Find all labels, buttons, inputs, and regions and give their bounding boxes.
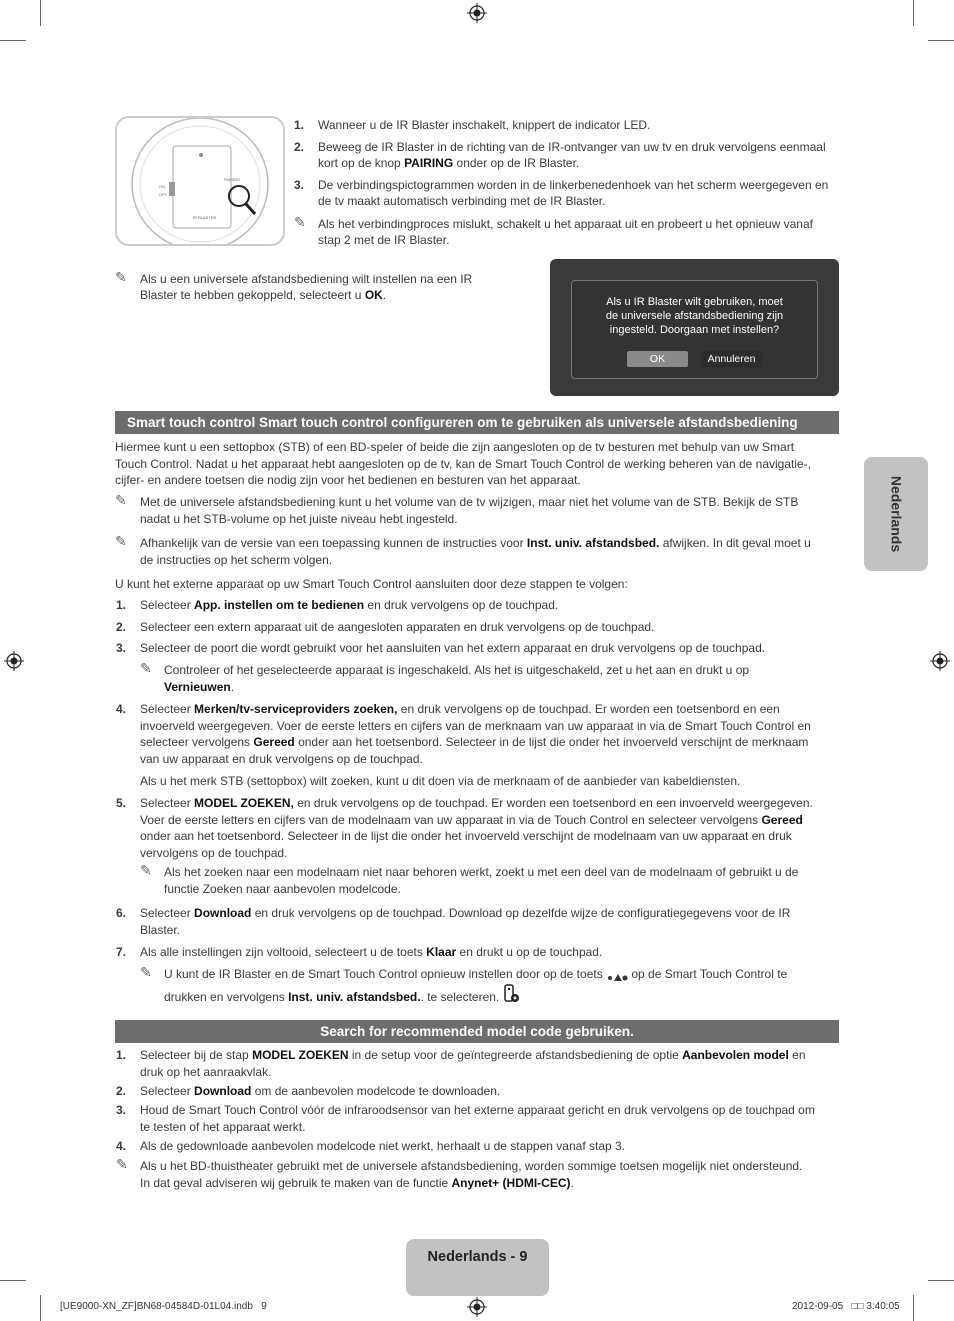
off-label: OFF: [159, 192, 167, 197]
step-text: Beweeg de IR Blaster in de richting van de IR-ontvanger van uw tv en druk vervolgens eenmaal: [318, 140, 826, 154]
step-text: Selecteer de poort die wordt gebruikt voor het aansluiten van het extern apparaat en druk vervolgens op de touchpad.: [140, 641, 766, 655]
section1-note1: Met de universele afstandsbediening kunt u het volume van de tv wijzigen, maar niet het volume van de STB. Bekijk de STB nadat u het STB-volume op het juiste niveau hebt ingesteld.: [140, 495, 799, 526]
side-tab-label: Nederlands: [888, 475, 905, 553]
dialog-message: Als u IR Blaster wilt gebruiken, moet de universele afstandsbediening zijn ingesteld. Doorgaan met instellen?: [605, 296, 784, 336]
registration-mark-icon: [467, 3, 487, 23]
note-text: stap 2 met de IR Blaster.: [318, 233, 450, 247]
step-text: Selecteer bij de stap MODEL ZOEKEN in de setup voor de geïntegreerde afstandsbediening de optie Aanbevolen model en druk op het aanraakvlak.: [140, 1048, 806, 1079]
note-pencil-icon: ✎: [115, 533, 127, 549]
pairing-label: PAIRING: [224, 177, 241, 182]
note-pencil-icon: ✎: [294, 214, 306, 230]
section1-lead: U kunt het externe apparaat op uw Smart Touch Control aansluiten door deze stappen te volgen:: [115, 577, 628, 591]
crop-mark: [928, 40, 954, 41]
step-note: Controleer of het geselecteerde apparaat is ingeschakeld. Als het is uitgeschakeld, zet u het aan en drukt u op Vernieuwen.: [164, 663, 750, 694]
step-number: 4.: [116, 1139, 127, 1153]
ir-blaster-illustration: [115, 116, 285, 246]
step-number: 2.: [294, 140, 305, 154]
section1-steps: [116, 597, 846, 1007]
step-text: Selecteer App. instellen om te bedienen en druk vervolgens op de touchpad.: [140, 598, 559, 612]
dialog-box: [571, 280, 818, 379]
step-text: Wanneer u de IR Blaster inschakelt, knippert de indicator LED.: [318, 118, 651, 132]
page-label: Nederlands - 9: [427, 1249, 528, 1265]
remote-settings-icon: [503, 984, 521, 1004]
footer-filename: [UE9000-XN_ZF]BN68-04584D-01L04.indb 9: [60, 1301, 267, 1312]
section1-note2: Afhankelijk van de versie van een toepassing kunnen de instructies voor Inst. univ. afstandsbed. afwijken. In dit geval moet u de instructies op het scherm volgen.: [140, 536, 811, 567]
step-number: 4.: [116, 702, 127, 716]
step-note: U kunt de IR Blaster en de Smart Touch Control opnieuw instellen door op de toets op de Smart Touch Control te drukken en vervolgens Inst. univ. afstandsbed.. te selecteren.: [164, 967, 788, 1004]
ok-button[interactable]: OK: [627, 351, 688, 367]
section2-steps: [116, 1047, 846, 1197]
step-number: 7.: [116, 945, 127, 959]
language-side-tab: [864, 457, 928, 571]
step-number: 2.: [116, 1084, 127, 1098]
note-pencil-icon: ✎: [140, 964, 152, 980]
model-label: IR BLASTER: [193, 215, 217, 220]
crop-mark: [0, 1280, 26, 1281]
setup-dialog: [550, 259, 839, 396]
note-pencil-icon: ✎: [115, 492, 127, 508]
crop-mark: [913, 0, 914, 26]
section-header: Smart touch control Smart touch control configureren om te gebruiken als universele afstandsbediening: [115, 411, 839, 434]
step-text: Selecteer Download om de aanbevolen modelcode te downloaden.: [140, 1084, 501, 1098]
step-text: Selecteer Download en druk vervolgens op de touchpad. Download op dezelfde wijze de configuratiegegevens voor de IR Blaster.: [140, 906, 791, 937]
step-number: 3.: [294, 178, 305, 192]
crop-mark: [928, 1280, 954, 1281]
smart-hub-key-icon: [606, 970, 628, 980]
note-pencil-icon: ✎: [140, 862, 152, 878]
step-text: Als u het merk STB (settopbox) wilt zoeken, kunt u dit doen via de merknaam of de aanbieder van kabeldiensten.: [140, 774, 741, 788]
universal-note-line2: Blaster te hebben gekoppeld, selecteert u OK.: [140, 288, 387, 302]
top-steps: [294, 117, 844, 252]
step-number: 1.: [116, 1048, 127, 1062]
note-pencil-icon: ✎: [115, 269, 127, 285]
step-note: Als het zoeken naar een modelnaam niet naar behoren werkt, zoekt u met een deel van de modelnaam of gebruikt u de functie Zoeken naar aanbevolen modelcode.: [164, 865, 799, 896]
step-text: Selecteer een extern apparaat uit de aangesloten apparaten en druk vervolgens op de touchpad.: [140, 620, 655, 634]
registration-mark-icon: [4, 651, 24, 671]
step-text: De verbindingspictogrammen worden in de linkerbenedenhoek van het scherm weergegeven en: [318, 178, 829, 192]
registration-mark-icon: [930, 651, 950, 671]
section2-note: Als u het BD-thuistheater gebruikt met de universele afstandsbediening, worden sommige toetsen mogelijk niet ondersteund. In dat geval adviseren wij gebruik te maken van de functie Anynet+ (HDMI-CEC).: [140, 1159, 803, 1190]
step-number: 1.: [294, 118, 305, 132]
registration-mark-icon: [467, 1297, 487, 1317]
step-number: 5.: [116, 796, 127, 810]
crop-mark: [40, 1295, 41, 1321]
note-pencil-icon: ✎: [116, 1156, 128, 1172]
step-number: 3.: [116, 1103, 127, 1117]
page-number-tab: [406, 1239, 549, 1296]
step-text: Selecteer MODEL ZOEKEN, en druk vervolgens op de touchpad. Er worden een toetsenbord en een invoerveld weergegeven. Voer de eerste letters en cijfers van de modelnaam van uw apparaat in via de Touch Control en selecteer vervolgens Gereed onder aan het toetsenbord. Selecteer in de lijst die onder het invoerveld verschijnt de modelnaam van uw apparaat en druk vervolgens op de touchpad.: [140, 796, 813, 860]
step-number: 6.: [116, 906, 127, 920]
step-text: de tv maakt automatisch verbinding met de IR Blaster.: [318, 194, 606, 208]
step-text: Selecteer Merken/tv-serviceproviders zoeken, en druk vervolgens op de touchpad. Er worden een toetsenbord en een invoerveld weergegeven. Voer de eerste letters en cijfers van de merknaam van uw apparaat in via de Smart Touch Control en selecteer vervolgens Gereed onder aan het toetsenbord. Selecteer in de lijst die onder het invoerveld verschijnt de merknaam van uw apparaat en druk vervolgens op de touchpad.: [140, 702, 811, 766]
step-number: 2.: [116, 620, 127, 634]
crop-mark: [0, 40, 26, 41]
step-number: 1.: [116, 598, 127, 612]
universal-note-line1: Als u een universele afstandsbediening wilt instellen na een IR: [140, 272, 473, 286]
step-text: kort op de knop PAIRING onder op de IR Blaster.: [318, 156, 580, 170]
step-text: Houd de Smart Touch Control vóór de infraroodsensor van het externe apparaat gericht en druk vervolgens op de touchpad om te testen of het apparaat werkt.: [140, 1103, 815, 1134]
cancel-button[interactable]: Annuleren: [701, 351, 762, 367]
footer-timestamp: 2012-09-05 □□ 3:40:05: [792, 1301, 900, 1312]
on-label: ON: [159, 184, 165, 189]
note-pencil-icon: ✎: [140, 660, 152, 676]
section-header: Search for recommended model code gebruiken.: [115, 1020, 839, 1043]
crop-mark: [40, 0, 41, 26]
note-text: Als het verbindingproces mislukt, schakelt u het apparaat uit en probeert u het opnieuw vanaf: [318, 217, 813, 231]
crop-mark: [913, 1295, 914, 1321]
step-number: 3.: [116, 641, 127, 655]
step-text: Als alle instellingen zijn voltooid, selecteert u de toets Klaar en drukt u op de touchpad.: [140, 945, 603, 959]
section1-intro: Hiermee kunt u een settopbox (STB) of een BD-speler of beide die zijn aangesloten op de tv besturen met behulp van uw Smart Touch Control. Nadat u het apparaat hebt aangesloten op de tv, kan de Smart Touch Control de werking beheren van de navigatie-, cijfer- en andere toetsen die nodig zijn voor het bedienen en besturen van het apparaat.: [115, 440, 812, 487]
step-text: Als de gedownloade aanbevolen modelcode niet werkt, herhaalt u de stappen vanaf stap 3.: [140, 1139, 626, 1153]
